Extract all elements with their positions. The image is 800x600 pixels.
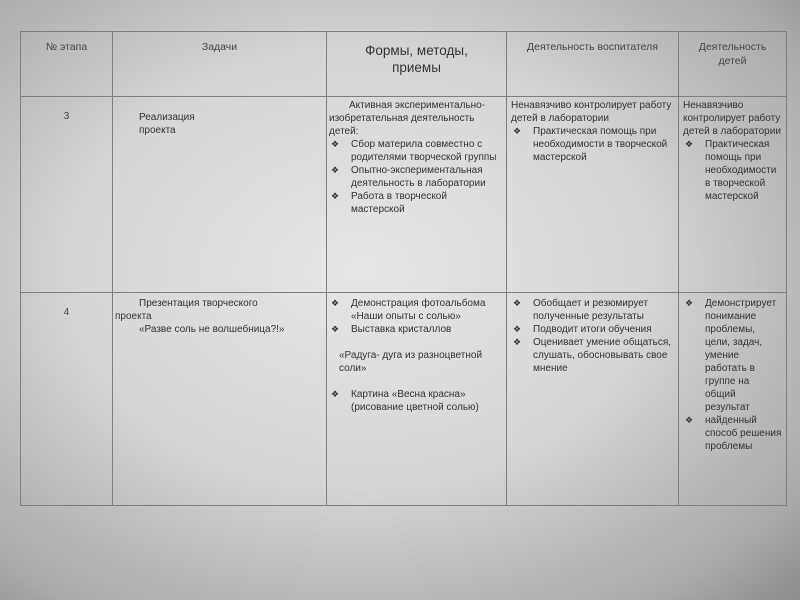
list-item xyxy=(683,138,782,203)
list-item-text: Подводит итоги обучения xyxy=(533,324,652,335)
list-item xyxy=(511,323,672,336)
list-item-text: Картина «Весна красна» (рисование цветной солью) xyxy=(351,389,479,413)
list-item xyxy=(329,323,502,336)
diamond-bullet-icon: ❖ xyxy=(685,415,694,425)
list-item xyxy=(329,164,502,190)
forms-cell xyxy=(327,293,507,506)
list-item-text: Практическая помощь при необходимости в творческой мастерской xyxy=(705,139,777,202)
list-item xyxy=(683,414,782,453)
children-list xyxy=(683,297,782,453)
header-stage: № этапа xyxy=(21,32,113,97)
list-item xyxy=(683,297,782,414)
list-item-text: Опытно-экспериментальная деятельность в лаборатории xyxy=(351,165,486,189)
list-item-text: найденный способ решения проблемы xyxy=(705,415,782,452)
task-line: проекта xyxy=(115,311,152,322)
task-line: «Разве соль не волшебница?!» xyxy=(139,324,285,335)
diamond-bullet-icon: ❖ xyxy=(513,324,522,334)
forms-list xyxy=(329,297,502,336)
children-intro: Ненавязчиво контролирует работу детей в лаборатории xyxy=(683,100,781,137)
diamond-bullet-icon: ❖ xyxy=(331,139,340,149)
forms-list xyxy=(329,138,502,216)
teacher-cell xyxy=(507,97,679,293)
forms-intro: Активная экспериментально-изобретательная деятельность детей: xyxy=(329,100,486,137)
header-tasks: Задачи xyxy=(113,32,327,97)
forms-middle-text: «Радуга- дуга из разноцветной соли» xyxy=(339,350,483,374)
list-item xyxy=(329,190,502,216)
list-item-text: Работа в творческой мастерской xyxy=(351,191,447,215)
header-row xyxy=(21,32,787,97)
forms-list-b xyxy=(329,388,502,414)
list-item xyxy=(329,138,502,164)
header-children-text: Деятельность детей xyxy=(698,41,767,67)
diamond-bullet-icon: ❖ xyxy=(513,337,522,347)
forms-cell xyxy=(327,97,507,293)
table-row xyxy=(21,97,787,293)
list-item xyxy=(511,297,672,323)
children-cell xyxy=(679,97,787,293)
diamond-bullet-icon: ❖ xyxy=(331,389,340,399)
list-item xyxy=(329,297,502,323)
header-teacher: Деятельность воспитателя xyxy=(507,32,679,97)
diamond-bullet-icon: ❖ xyxy=(513,298,522,308)
header-forms xyxy=(327,32,507,97)
task-cell xyxy=(113,293,327,506)
task-line: проекта xyxy=(139,125,176,136)
teacher-cell xyxy=(507,293,679,506)
list-item xyxy=(511,336,672,375)
teacher-intro: Ненавязчиво контролирует работу детей в лаборатории xyxy=(511,100,672,124)
list-item xyxy=(329,388,502,414)
task-line: Реализация xyxy=(139,112,195,123)
project-plan-table xyxy=(20,31,787,506)
stage-number: 4 xyxy=(21,293,113,506)
list-item-text: Практическая помощь при необходимости в творческой мастерской xyxy=(533,126,668,163)
list-item-text: Демонстрация фотоальбома «Наши опыты с солью» xyxy=(351,298,486,322)
teacher-list xyxy=(511,297,672,375)
diamond-bullet-icon: ❖ xyxy=(331,191,340,201)
diamond-bullet-icon: ❖ xyxy=(331,165,340,175)
task-cell xyxy=(113,97,327,293)
task-line: Презентация творческого xyxy=(139,298,258,309)
diamond-bullet-icon: ❖ xyxy=(331,298,340,308)
diamond-bullet-icon: ❖ xyxy=(685,298,694,308)
teacher-list xyxy=(511,125,672,164)
children-cell xyxy=(679,293,787,506)
list-item-text: Демонстрирует понимание проблемы, цели, задач, умение работать в группе на общий результат xyxy=(705,298,777,413)
list-item-text: Выставка кристаллов xyxy=(351,324,452,335)
header-children xyxy=(679,32,787,97)
header-forms-text: Формы, методы, приемы xyxy=(365,43,468,75)
list-item-text: Обобщает и резюмирует полученные результаты xyxy=(533,298,649,322)
table-row xyxy=(21,293,787,506)
diamond-bullet-icon: ❖ xyxy=(331,324,340,334)
stage-number: 3 xyxy=(21,97,113,293)
diamond-bullet-icon: ❖ xyxy=(685,139,694,149)
list-item-text: Оценивает умение общаться, слушать, обосновывать свое мнение xyxy=(533,337,672,374)
diamond-bullet-icon: ❖ xyxy=(513,126,522,136)
children-list xyxy=(683,138,782,203)
list-item-text: Сбор материла совместно с родителями творческой группы xyxy=(351,139,497,163)
list-item xyxy=(511,125,672,164)
